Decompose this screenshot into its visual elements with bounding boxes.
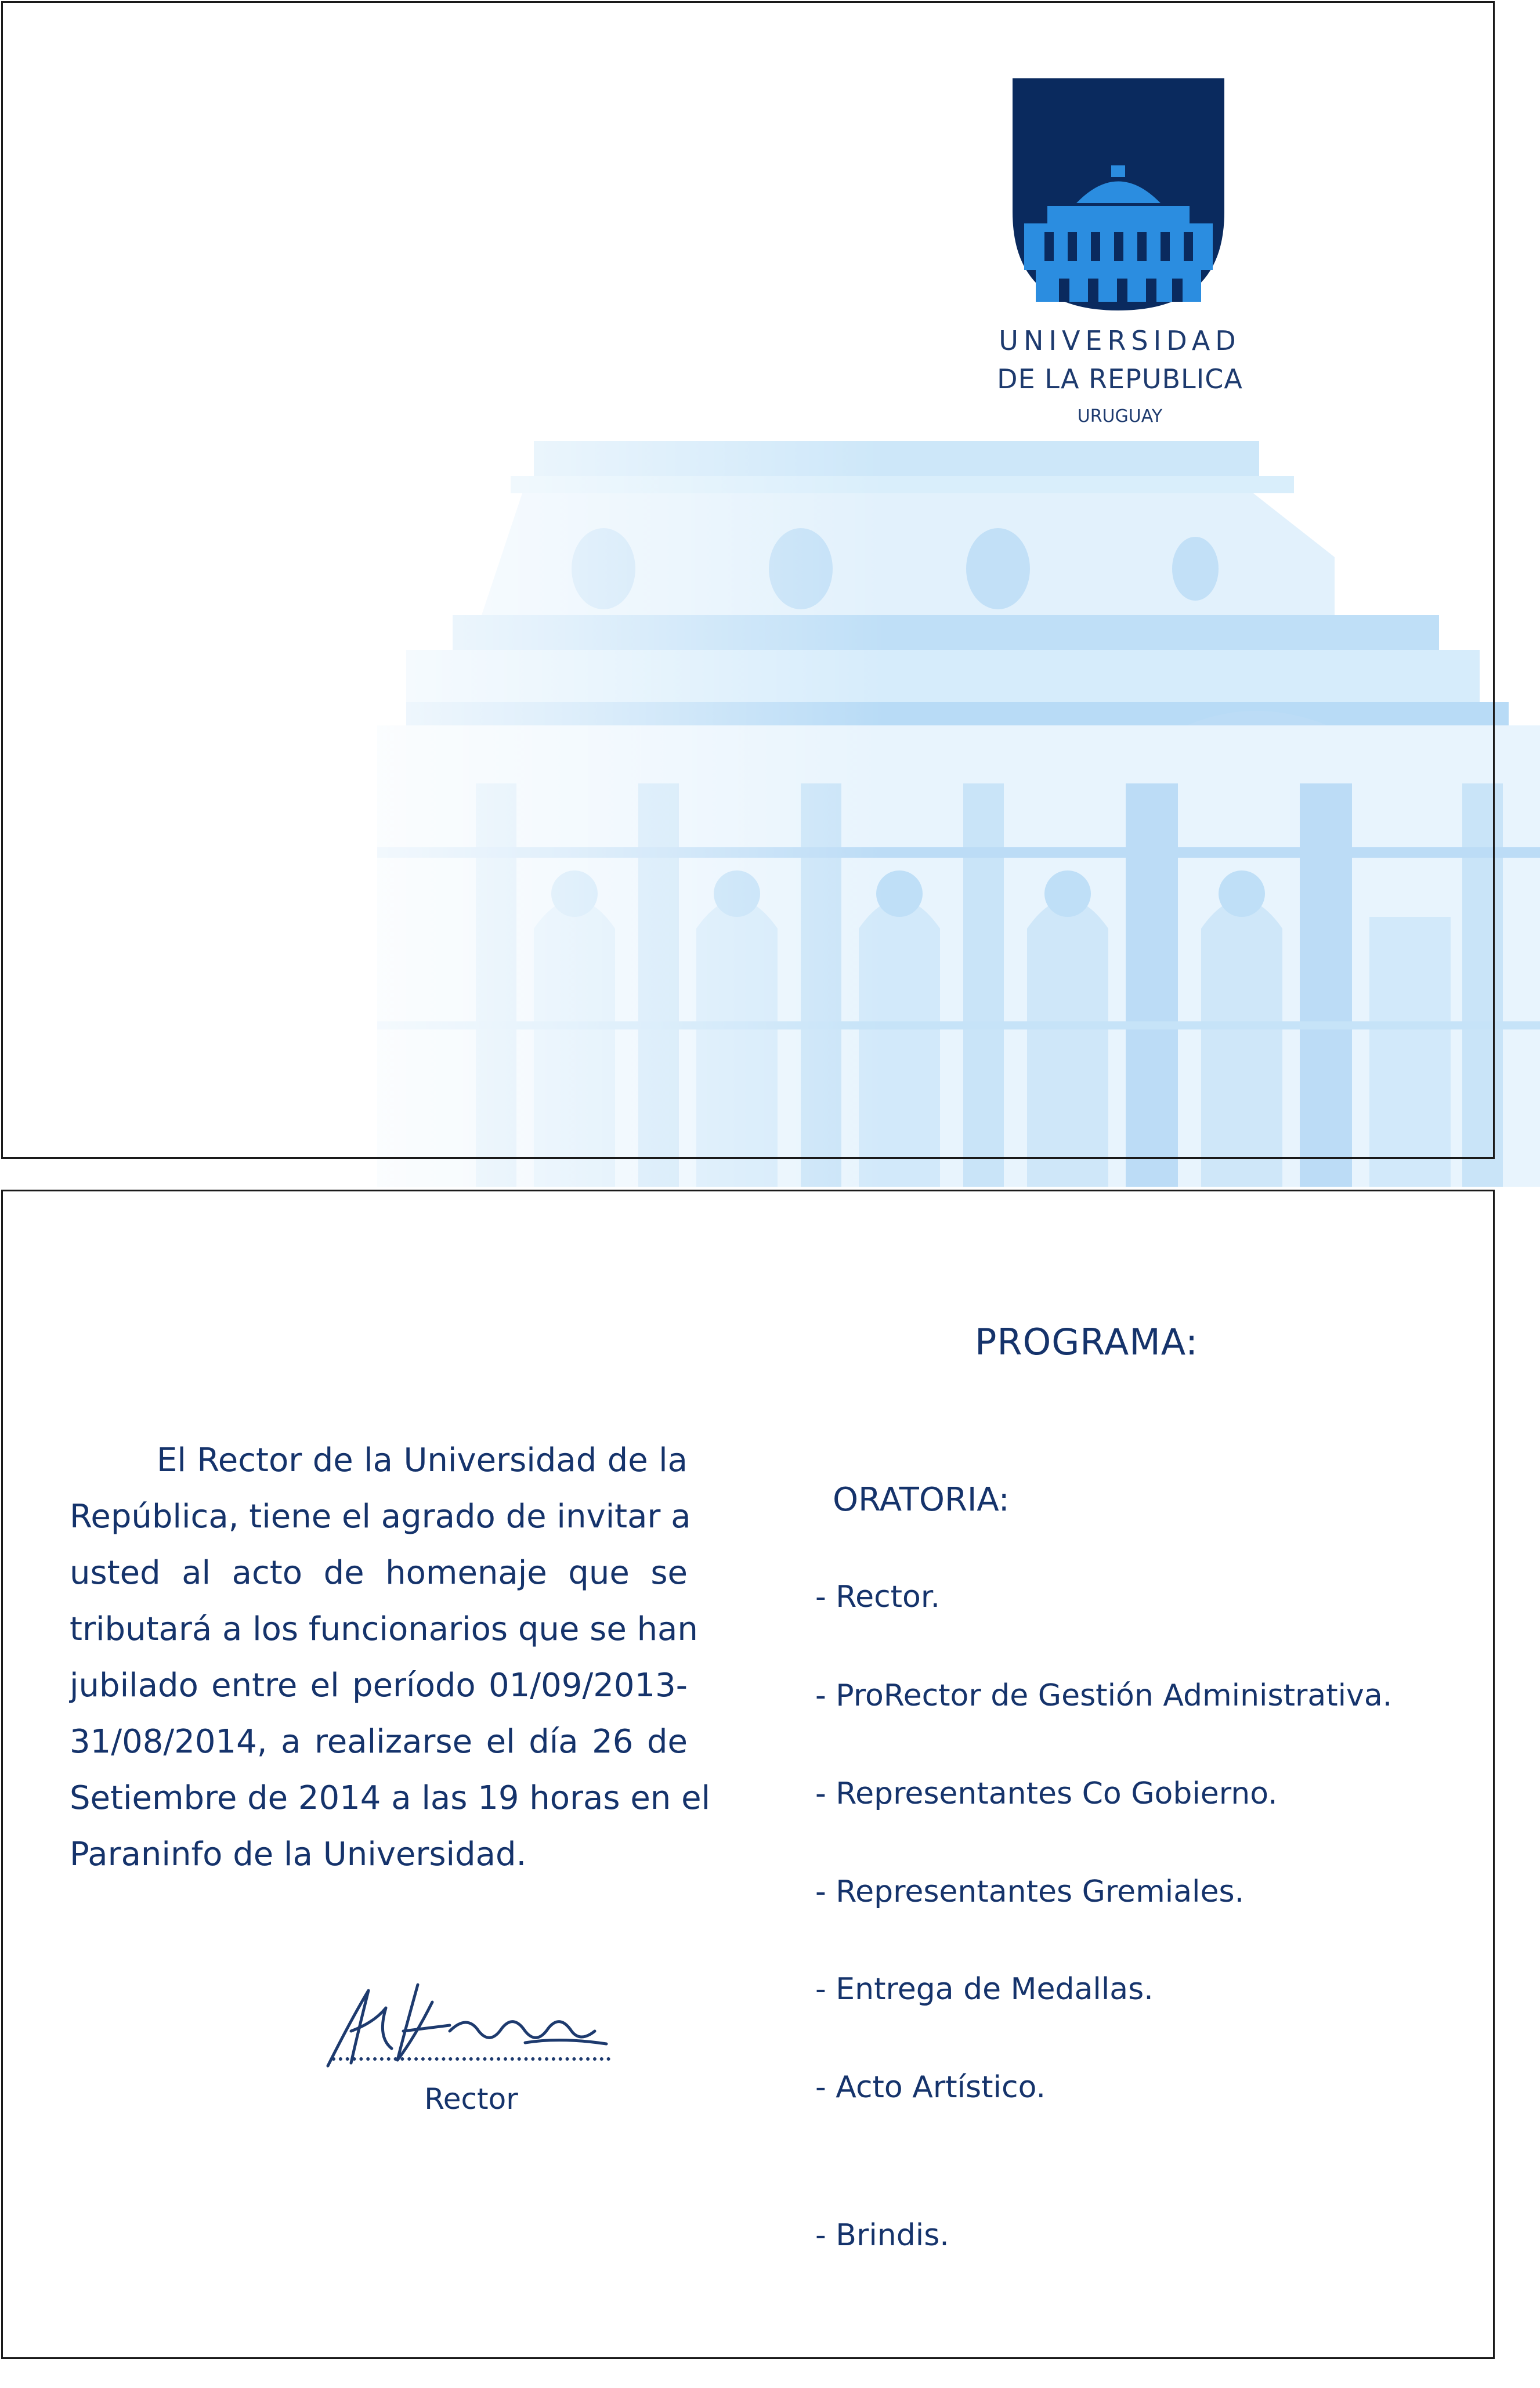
logo-title-line2: DE LA REPUBLICA — [997, 363, 1243, 395]
invitation-line: República, tiene el agrado de invitar a — [70, 1498, 691, 1536]
program-item: - Brindis. — [815, 2218, 949, 2253]
invitation-line: usted al acto de homenaje que se — [70, 1554, 688, 1592]
program-item: - Entrega de Medallas. — [815, 1972, 1154, 2007]
program-item: - Representantes Co Gobierno. — [815, 1776, 1278, 1811]
invitation-line: tributará a los funcionarios que se han — [70, 1610, 698, 1648]
program-item: - Acto Artístico. — [815, 2070, 1046, 2105]
invitation-text — [70, 1432, 711, 1883]
invitation-line: El Rector de la Universidad de la — [157, 1442, 688, 1479]
invitation-line: 31/08/2014, a realizarse el día 26 de — [70, 1723, 688, 1761]
invitation-line: Paraninfo de la Universidad. — [70, 1836, 527, 1873]
handwritten-signature-icon — [316, 1967, 618, 2078]
signature-line — [332, 2057, 610, 2061]
program-title: PROGRAMA: — [975, 1321, 1198, 1363]
program-item: - ProRector de Gestión Administrativa. — [815, 1678, 1393, 1713]
program-item: - Representantes Gremiales. — [815, 1874, 1245, 1909]
logo-title-line1: UNIVERSIDAD — [999, 325, 1241, 356]
program-item: - Rector. — [815, 1580, 941, 1614]
logo-country: URUGUAY — [1077, 406, 1163, 427]
signature-title: Rector — [424, 2082, 518, 2116]
university-building-shield-icon — [1013, 78, 1224, 310]
invitation-line: Setiembre de 2014 a las 19 horas en el — [70, 1779, 711, 1817]
invitation-line: jubilado entre el período 01/09/2013- — [70, 1667, 688, 1704]
oratoria-label: ORATORIA: — [833, 1481, 1010, 1519]
cover-panel — [1, 1, 1495, 1159]
